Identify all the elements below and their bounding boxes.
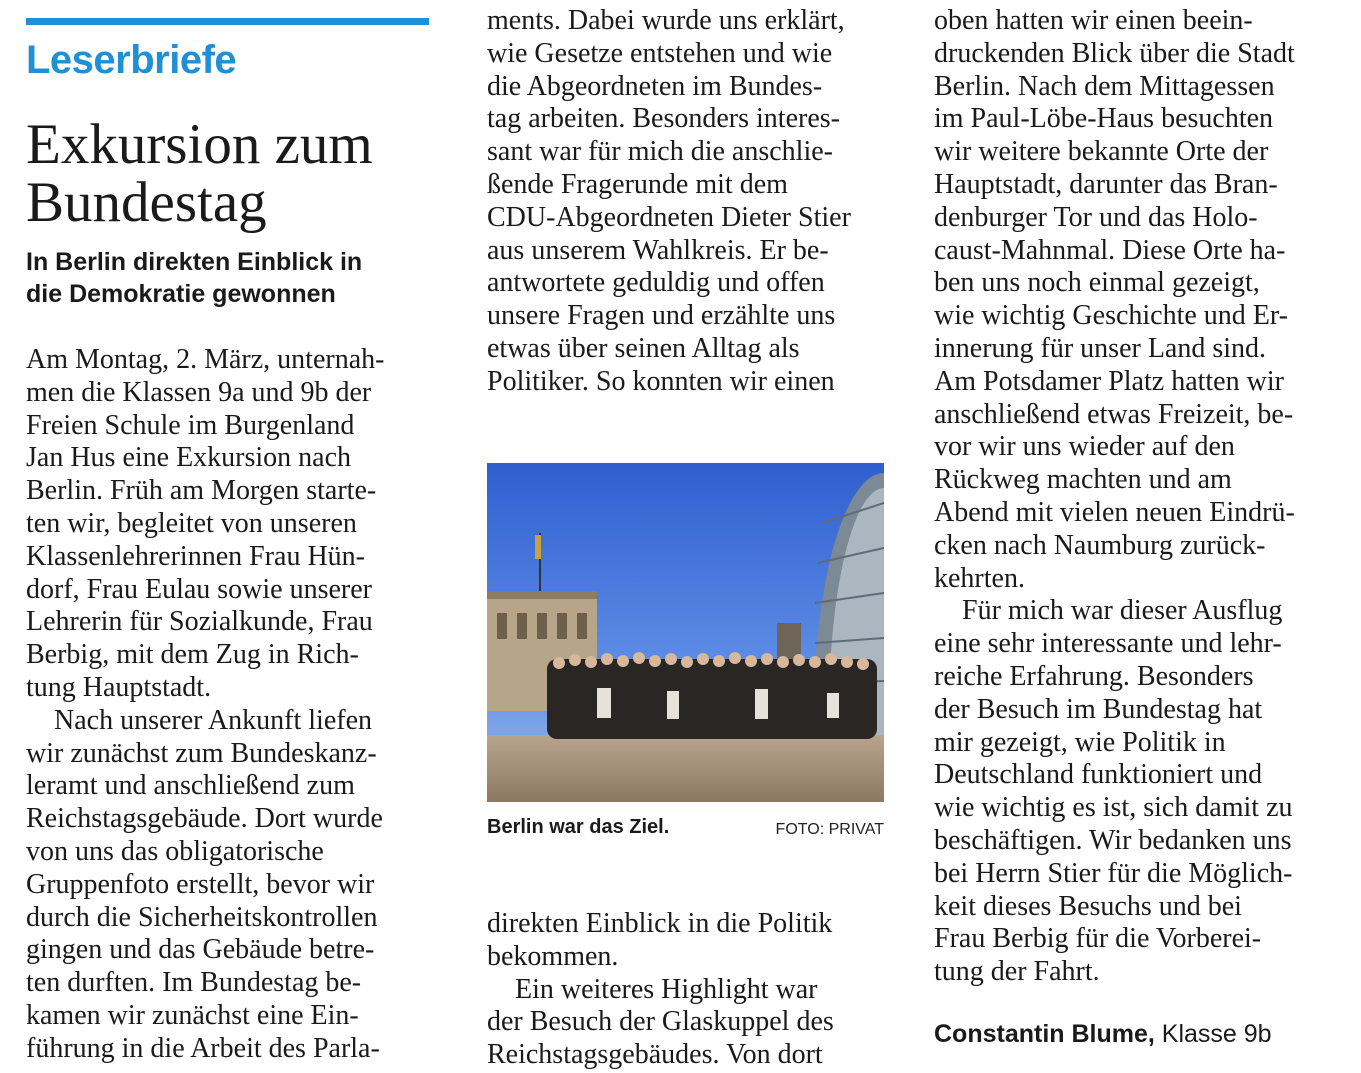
author-signature <box>934 1020 1272 1049</box>
author-name: Constantin Blume, <box>934 1020 1155 1048</box>
article-column-2-top: ments. Dabei wurde uns erklärt, wie Gesetze entstehen und wie die Abgeordneten im Bundes- tag arbeiten. Besonders interes- sant war für mich die anschlie- ßende Fragerunde mit dem CDU-Abgeordneten Dieter Stier aus unserem Wahlkreis. Er be- antwortete geduldig und offen unsere Fragen und erzählte uns etwas über seinen Alltag als Politiker. So konnten wir einen <box>487 5 851 397</box>
article-subheadline: In Berlin direkten Einblick in die Demokratie gewonnen <box>26 248 363 308</box>
section-rule <box>26 18 429 25</box>
photo-caption: Berlin war das Ziel. <box>487 816 670 838</box>
author-class: Klasse 9b <box>1161 1020 1272 1048</box>
article-headline: Exkursion zum Bundestag <box>26 113 373 234</box>
section-title: Leserbriefe <box>26 38 237 82</box>
article-column-3: oben hatten wir einen beein- druckenden Blick über die Stadt Berlin. Nach dem Mittagessen im Paul-Löbe-Haus besuchten wir weitere bekannte Orte der Hauptstadt, darunter das Bran- denburger Tor und das Holo- caust-Mahnmal. Diese Orte ha- ben uns noch einmal gezeigt, wie wichtig Geschichte und Er- innerung für unser Land sind. Am Potsdamer Platz hatten wir anschließend etwas Freizeit, be- vor wir uns wieder auf den Rückweg machten und am Abend mit vielen neuen Eindrü- cken nach Naumburg zurück- kehrten. Für mich war dieser Ausflug eine sehr interessante und lehr- reiche Erfahrung. Besonders der Besuch im Bundestag hat mir gezeigt, wie Politik in Deutschland funktioniert und wie wichtig es ist, sich damit zu beschäftigen. Wir bedanken uns bei Herrn Stier für die Möglich- keit dieses Besuchs und bei Frau Berbig für die Vorberei- tung der Fahrt. <box>934 5 1295 988</box>
photo-credit: FOTO: PRIVAT <box>775 821 884 838</box>
article-column-2-bottom: direkten Einblick in die Politik bekommen. Ein weiteres Highlight war der Besuch der Glaskuppel des Reichstagsgebäudes. Von dort <box>487 908 834 1071</box>
group-photo <box>487 463 884 802</box>
article-column-1: Am Montag, 2. März, unternah- men die Klassen 9a und 9b der Freien Schule im Burgenland Jan Hus eine Exkursion nach Berlin. Früh am Morgen starte- ten wir, begleitet von unseren Klassenlehrerinnen Frau Hün- dorf, Frau Eulau sowie unserer Lehrerin für Sozialkunde, Frau Berbig, mit dem Zug in Rich- tung Hauptstadt. Nach unserer Ankunft liefen wir zunächst zum Bundeskanz- leramt und anschließend zum Reichstagsgebäude. Dort wurde von uns das obligatorische Gruppenfoto erstellt, bevor wir durch die Sicherheitskontrollen gingen und das Gebäude betre- ten durften. Im Bundestag be- kamen wir zunächst eine Ein- führung in die Arbeit des Parla- <box>26 344 385 1064</box>
